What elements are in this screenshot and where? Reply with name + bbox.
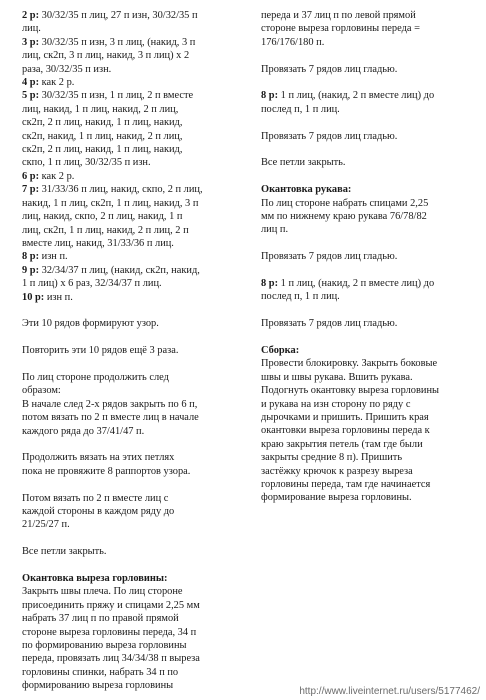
text-line: Все петли закрыть. [22, 546, 107, 558]
row-label: 9 р: [22, 264, 40, 276]
row-label: 8 р: [22, 251, 40, 263]
row-instruction [261, 89, 473, 102]
text-line: Продолжить вязать на этих петлях [22, 452, 175, 464]
right-column [261, 9, 473, 505]
text-line: лиц, ск2п, 3 п лиц, накид, 3 п лиц) х 2 [22, 50, 190, 62]
text-line: набрать 37 лиц п по правой прямой [22, 613, 179, 625]
text-line: вместе лиц, накид, 31/33/36 п лиц. [22, 237, 174, 249]
text-line: каждой стороны в каждом ряду до [22, 505, 175, 517]
text-line: переда и 37 лиц п по левой прямой [261, 10, 416, 21]
text-line: По лиц стороне набрать спицами 2,25 [261, 197, 429, 209]
text-line: стороне выреза горловины переда = [261, 23, 420, 35]
row-label: 3 р: [22, 36, 40, 48]
text-line: Провязать 7 рядов лиц гладью. [261, 251, 398, 263]
text-line: 21/25/27 п. [22, 519, 70, 531]
text-line: и рукава на изн сторону по ряду с [261, 398, 411, 410]
paragraph-gap [261, 331, 473, 344]
paragraph-gap [261, 237, 473, 250]
row-label: 10 р: [22, 291, 45, 303]
row-label: 2 р: [22, 10, 40, 21]
text-line: В начале след 2-х рядов закрыть по 6 п, [22, 398, 198, 410]
row-text: 30/32/35 п изн, 3 п лиц, (накид, 3 п [39, 36, 196, 48]
text-line: ск2п, 2 п лиц, накид, 1 п лиц, накид, [22, 144, 183, 156]
text-line: ск2п, накид, 1 п лиц, накид, 2 п лиц, [22, 130, 183, 142]
text-line: швы и швы рукава. Вшить рукава. [261, 371, 413, 383]
paragraph-gap [22, 304, 250, 317]
text-line: лиц. [22, 23, 41, 35]
text-line: ск2п, 2 п лиц, накид, 1 п лиц, накид, [22, 117, 183, 129]
text-line: краю закрытия петель (там где были [261, 438, 423, 450]
row-text: как 2 р. [39, 77, 75, 89]
row-instruction [22, 250, 250, 263]
section-heading: Сборка: [261, 345, 300, 357]
text-line: послед п, 1 п лиц. [261, 291, 340, 303]
paragraph-gap [22, 331, 250, 344]
text-line: Провести блокировку. Закрыть боковые [261, 358, 438, 370]
section-heading: Окантовка выреза горловины: [22, 572, 168, 584]
paragraph-gap [22, 358, 250, 371]
row-instruction [22, 264, 250, 277]
row-text: 1 п лиц, (накид, 2 п вместе лиц) до [278, 278, 435, 290]
text-line: образом: [22, 385, 61, 397]
paragraph-gap [261, 264, 473, 277]
text-line: скпо, 1 п лиц, 30/32/35 п изн. [22, 157, 151, 169]
row-label: 8 р: [261, 278, 279, 290]
row-label: 6 р: [22, 170, 40, 182]
text-line: Провязать 7 рядов лиц гладью. [261, 63, 398, 75]
paragraph-gap [261, 304, 473, 317]
text-line: 176/176/180 п. [261, 36, 325, 48]
text-line: горловины спинки, набрать 34 п по [22, 666, 179, 678]
row-label: 4 р: [22, 77, 40, 89]
text-line: застёжку крючок к разрезу выреза [261, 465, 413, 477]
row-label: 5 р: [22, 90, 40, 102]
text-line: лиц, накид, 1 п лиц, накид, 2 п лиц, [22, 103, 179, 115]
text-line: накид, 1 п лиц, ск2п, 1 п лиц, накид, 3 п [22, 197, 199, 209]
paragraph-gap [22, 478, 250, 491]
text-line: Провязать 7 рядов лиц гладью. [261, 318, 398, 330]
text-line: лиц, накид, скпо, 2 п лиц, накид, 1 п [22, 211, 183, 223]
left-column [22, 9, 250, 693]
paragraph-gap [261, 143, 473, 156]
row-instruction [22, 89, 250, 102]
text-line: Подогнуть окантовку выреза горловины [261, 385, 440, 397]
row-text: изн п. [39, 251, 68, 263]
row-instruction [261, 277, 473, 290]
text-line: Эти 10 рядов формируют узор. [22, 318, 159, 330]
text-line: Потом вязать по 2 п вместе лиц с [22, 492, 169, 504]
text-line: формированию выреза горловины [22, 680, 174, 692]
row-instruction [22, 36, 250, 49]
row-label: 7 р: [22, 184, 40, 196]
text-line: Провязать 7 рядов лиц гладью. [261, 130, 398, 142]
text-line: пока не провяжите 8 раппортов узора. [22, 465, 191, 477]
text-line: По лиц стороне продолжить след [22, 371, 169, 383]
text-line: лиц, ск2п, 1 п лиц, накид, 2 п лиц, 2 п [22, 224, 189, 236]
row-label: 8 р: [261, 90, 279, 102]
text-line: присоединить пряжу и спицами 2,25 мм [22, 599, 200, 611]
text-line: раза, 30/32/35 п изн. [22, 63, 112, 75]
text-line: Повторить эти 10 рядов ещё 3 раза. [22, 345, 179, 357]
text-line: стороне выреза горловины переда, 34 п [22, 626, 197, 638]
text-line: по формированию выреза горловины [22, 639, 187, 651]
row-instruction [22, 183, 250, 196]
text-line: переда, провязать лиц 34/34/38 п выреза [22, 653, 200, 665]
text-line: Закрыть швы плеча. По лиц стороне [22, 586, 183, 598]
text-line: Все петли закрыть. [261, 157, 346, 169]
text-line: каждого ряда до 37/41/47 п. [22, 425, 145, 437]
paragraph-gap [261, 76, 473, 89]
paragraph-gap [261, 170, 473, 183]
paragraph-gap [22, 532, 250, 545]
row-text: как 2 р. [39, 170, 75, 182]
text-line: формирование выреза горловины. [261, 492, 412, 504]
section-heading: Окантовка рукава: [261, 184, 352, 196]
row-instruction [22, 291, 250, 304]
text-line: закрыты средние 8 п). Пришить [261, 452, 403, 464]
text-line: окантовки выреза горловины переда к [261, 425, 430, 437]
row-instruction [22, 9, 250, 22]
paragraph-gap [22, 438, 250, 451]
row-instruction [22, 170, 250, 183]
text-line: послед п, 1 п лиц. [261, 103, 340, 115]
row-text: изн п. [44, 291, 73, 303]
paragraph-gap [261, 116, 473, 129]
text-line: лиц п. [261, 224, 289, 236]
text-line: горловины переда, там где начинается [261, 479, 431, 491]
text-line: мм по нижнему краю рукава 76/78/82 [261, 211, 427, 223]
text-line: дырочками и пришить. Пришить края [261, 412, 429, 424]
row-text: 31/33/36 п лиц, накид, скпо, 2 п лиц, [39, 184, 203, 196]
paragraph-gap [261, 49, 473, 62]
text-line: потом вязать по 2 п вместе лиц в начале [22, 412, 199, 424]
row-text: 30/32/35 п изн, 1 п лиц, 2 п вместе [39, 90, 194, 102]
row-text: 1 п лиц, (накид, 2 п вместе лиц) до [278, 90, 435, 102]
source-url-watermark: http://www.liveinternet.ru/users/5177462/ [299, 686, 480, 697]
text-line: 1 п лиц) х 6 раз, 32/34/37 п лиц. [22, 278, 162, 290]
paragraph-gap [22, 559, 250, 572]
row-instruction [22, 76, 250, 89]
row-text: 32/34/37 п лиц, (накид, ск2п, накид, [39, 264, 200, 276]
row-text: 30/32/35 п лиц, 27 п изн, 30/32/35 п [39, 10, 198, 21]
